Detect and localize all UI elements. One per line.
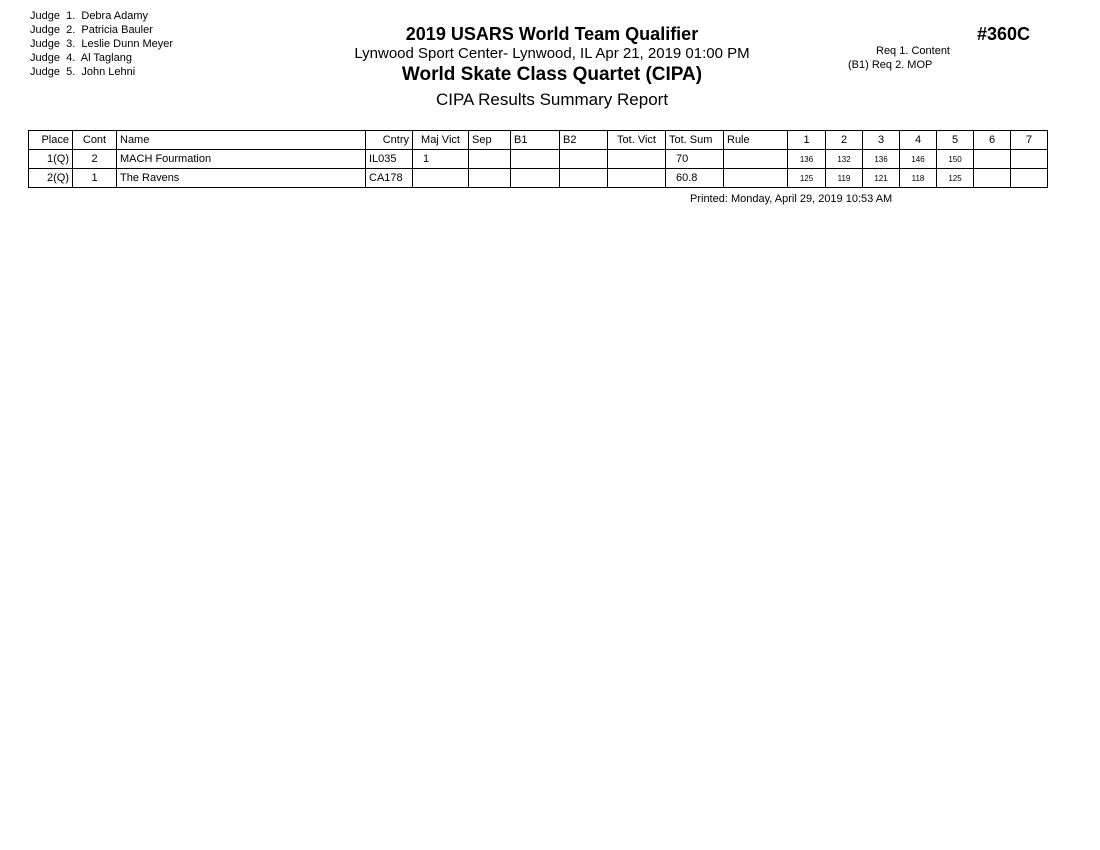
req-2: (B1) Req 2. MOP: [848, 59, 933, 71]
column-header: 6: [974, 131, 1011, 150]
cell-judge-score: 119: [826, 169, 863, 188]
results-table: [28, 130, 1048, 188]
requirements: [848, 44, 950, 72]
column-header: 3: [863, 131, 900, 150]
req-1: Req 1. Content: [876, 45, 950, 57]
column-header: Rule: [724, 131, 788, 150]
cell-maj-vict: [413, 169, 469, 188]
cell-tot-vict: [608, 169, 666, 188]
cell-tot-sum: 60.8: [666, 169, 724, 188]
cell-judge-score: 136: [788, 150, 826, 169]
cell-judge-score: 125: [788, 169, 826, 188]
cell-cont: 2: [73, 150, 117, 169]
cell-judge-score: 146: [900, 150, 937, 169]
cell-sep: [469, 150, 511, 169]
column-header: Cntry: [366, 131, 413, 150]
column-header: B1: [511, 131, 560, 150]
column-header: Cont: [73, 131, 117, 150]
event-title: World Skate Class Quartet (CIPA): [401, 64, 703, 85]
column-header: Place: [29, 131, 73, 150]
cell-judge-score: 125: [937, 169, 974, 188]
cell-name: The Ravens: [117, 169, 366, 188]
column-header: Maj Vict: [413, 131, 469, 150]
cell-maj-vict: 1: [413, 150, 469, 169]
judge-1: Judge 1. Debra Adamy: [30, 10, 149, 22]
cell-cont: 1: [73, 169, 117, 188]
column-header: 5: [937, 131, 974, 150]
cell-judge-score: 121: [863, 169, 900, 188]
cell-judge-score: 150: [937, 150, 974, 169]
column-header: Name: [117, 131, 366, 150]
cell-b1: [511, 169, 560, 188]
column-header: 1: [788, 131, 826, 150]
table-row: [29, 169, 1048, 188]
cell-cntry: CA178: [366, 169, 413, 188]
report-title: CIPA Results Summary Report: [435, 90, 669, 109]
column-header: Tot. Sum: [666, 131, 724, 150]
judge-5: Judge 5. John Lehni: [30, 66, 136, 78]
venue-date: Lynwood Sport Center- Lynwood, IL Apr 21, 2019 01:00 PM: [354, 45, 750, 62]
cell-rule: [724, 150, 788, 169]
cell-judge-score: [1011, 150, 1048, 169]
cell-sep: [469, 169, 511, 188]
column-header: B2: [560, 131, 608, 150]
judge-2: Judge 2. Patricia Bauler: [30, 24, 153, 36]
column-header: 2: [826, 131, 863, 150]
cell-tot-sum: 70: [666, 150, 724, 169]
column-header: 7: [1011, 131, 1048, 150]
cell-judge-score: [974, 150, 1011, 169]
cell-tot-vict: [608, 150, 666, 169]
competition-title: 2019 USARS World Team Qualifier: [405, 24, 699, 44]
cell-name: MACH Fourmation: [117, 150, 366, 169]
judges-list: [30, 9, 173, 79]
column-header: Tot. Vict: [608, 131, 666, 150]
cell-place: 1(Q): [29, 150, 73, 169]
cell-judge-score: 136: [863, 150, 900, 169]
cell-place: 2(Q): [29, 169, 73, 188]
cell-judge-score: [1011, 169, 1048, 188]
cell-judge-score: [974, 169, 1011, 188]
column-header: 4: [900, 131, 937, 150]
cell-judge-score: 132: [826, 150, 863, 169]
judge-3: Judge 3. Leslie Dunn Meyer: [30, 38, 174, 50]
table-row: [29, 150, 1048, 169]
printed-timestamp: Printed: Monday, April 29, 2019 10:53 AM: [690, 193, 893, 205]
cell-b2: [560, 169, 608, 188]
cell-judge-score: 118: [900, 169, 937, 188]
cell-b1: [511, 150, 560, 169]
judge-4: Judge 4. Al Taglang: [30, 52, 132, 64]
cell-rule: [724, 169, 788, 188]
cell-b2: [560, 150, 608, 169]
cell-cntry: IL035: [366, 150, 413, 169]
column-header: Sep: [469, 131, 511, 150]
event-number: #360C: [976, 24, 1030, 44]
header-row: [29, 131, 1048, 150]
